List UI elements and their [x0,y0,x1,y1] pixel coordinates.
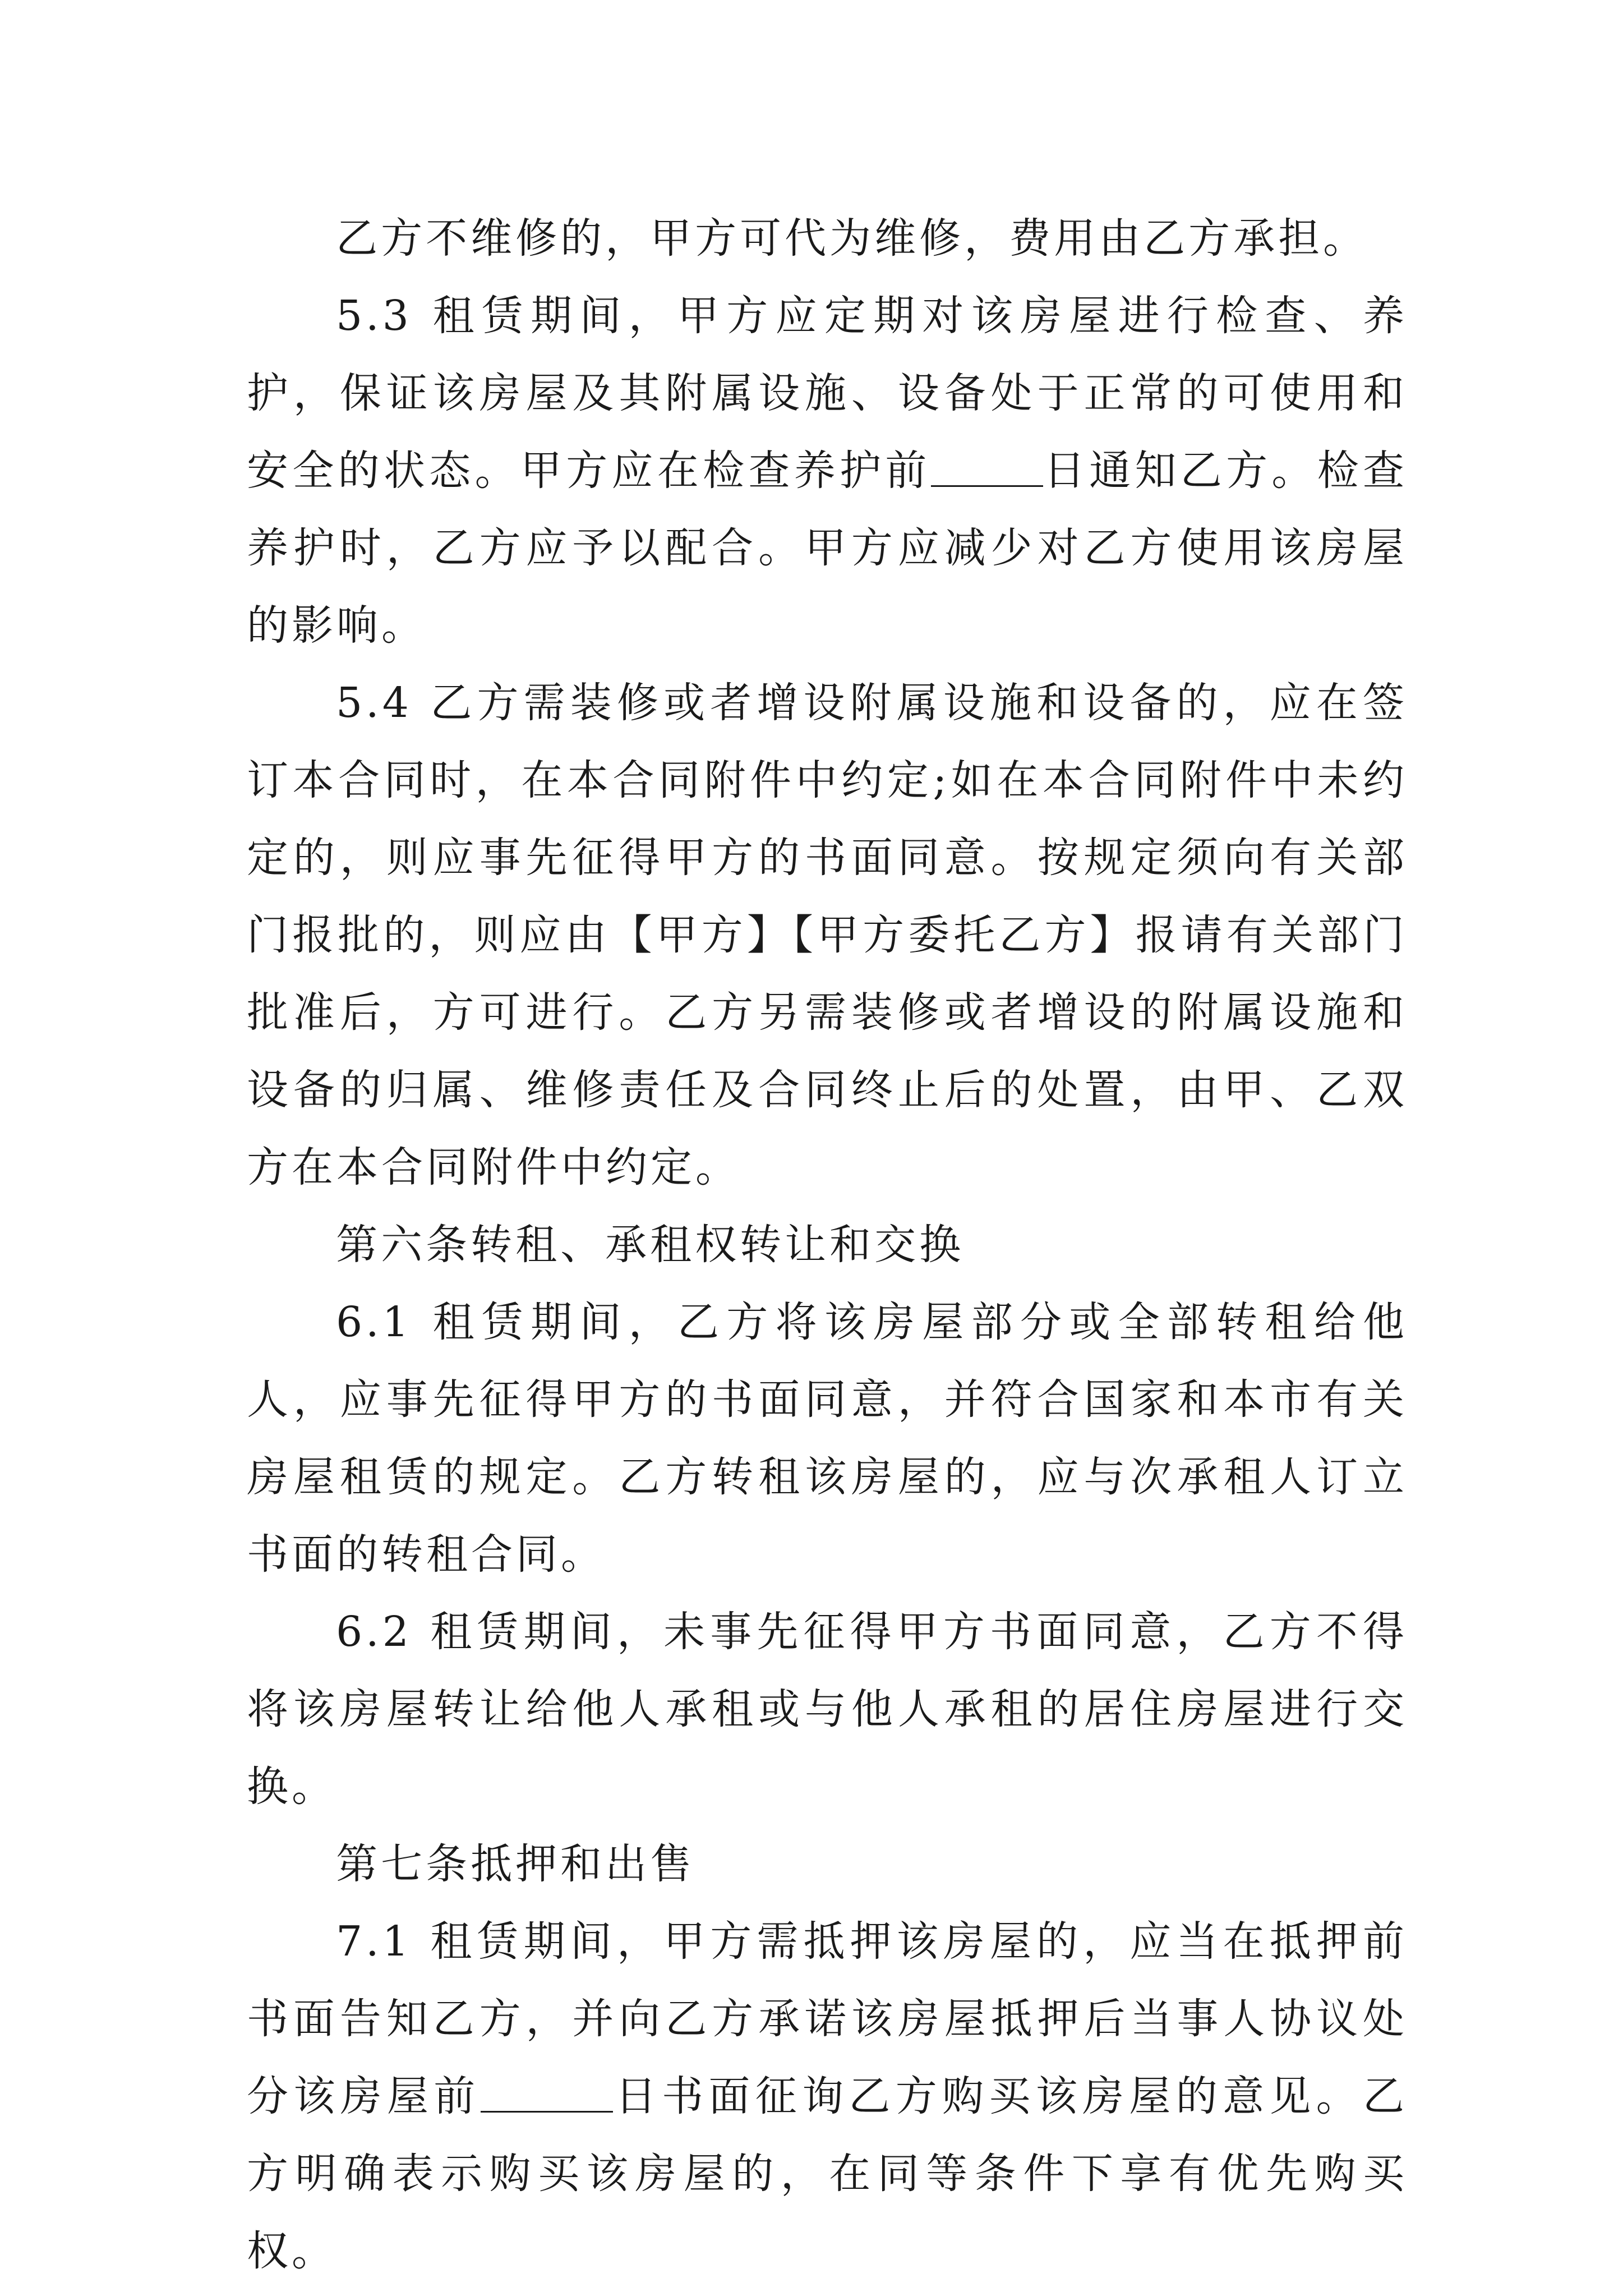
fill-in-blank[interactable] [481,2073,614,2113]
heading-text: 第六条转租、承租权转让和交换 [336,1221,965,1269]
paragraph-text: 乙方不维修的，甲方可代为维修，费用由乙方承担。 [336,214,1368,263]
paragraph-text-after-blank: 日书面征询乙方购买该房屋的意见。乙方明确表示购买该房屋的，在同等条件下享有优先购买权。 [247,2072,1408,2275]
heading-text: 第七条抵押和出售 [336,1840,695,1888]
fill-in-blank[interactable] [931,448,1043,487]
paragraph-text: 6.1 租赁期间，乙方将该房屋部分或全部转租给他人，应事先征得甲方的书面同意，并符合国家和本市有关房屋租赁的规定。乙方转租该房屋的，应与次承租人订立书面的转租合同。 [247,1298,1408,1579]
paragraph-text: 7.1 租赁期间，甲方需抵押该房屋的，应当在抵押前书面告知乙方，并向乙方承诺该房屋抵押后当事人协议处分该房屋前 [247,1917,1408,2120]
document-body [247,200,1408,2290]
paragraph-repair-cost [247,200,1408,277]
paragraph-text-after-blank: 日通知乙方。检查养护时，乙方应予以配合。甲方应减少对乙方使用该房屋的影响。 [247,447,1408,650]
paragraph-6-1 [247,1283,1408,1593]
section-heading-article-7 [247,1825,1408,1903]
paragraph-text: 5.3 租赁期间，甲方应定期对该房屋进行检查、养护，保证该房屋及其附属设施、设备处于正常的可使用和安全的状态。甲方应在检查养护前 [247,292,1408,495]
paragraph-5-3 [247,277,1408,664]
paragraph-7-1 [247,1903,1408,2290]
paragraph-text: 5.4 乙方需装修或者增设附属设施和设备的，应在签订本合同时，在本合同附件中约定;如在本合同附件中未约定的，则应事先征得甲方的书面同意。按规定须向有关部门报批的，则应由【甲方】【甲方委托乙方】报请有关部门批准后，方可进行。乙方另需装修或者增设的附属设施和设备的归属、维修责任及合同终止后的处置，由甲、乙双方在本合同附件中约定。 [247,679,1408,1191]
section-heading-article-6 [247,1206,1408,1283]
paragraph-text: 6.2 租赁期间，未事先征得甲方书面同意，乙方不得将该房屋转让给他人承租或与他人承租的居住房屋进行交换。 [247,1608,1408,1811]
paragraph-6-2 [247,1593,1408,1825]
paragraph-5-4 [247,664,1408,1206]
